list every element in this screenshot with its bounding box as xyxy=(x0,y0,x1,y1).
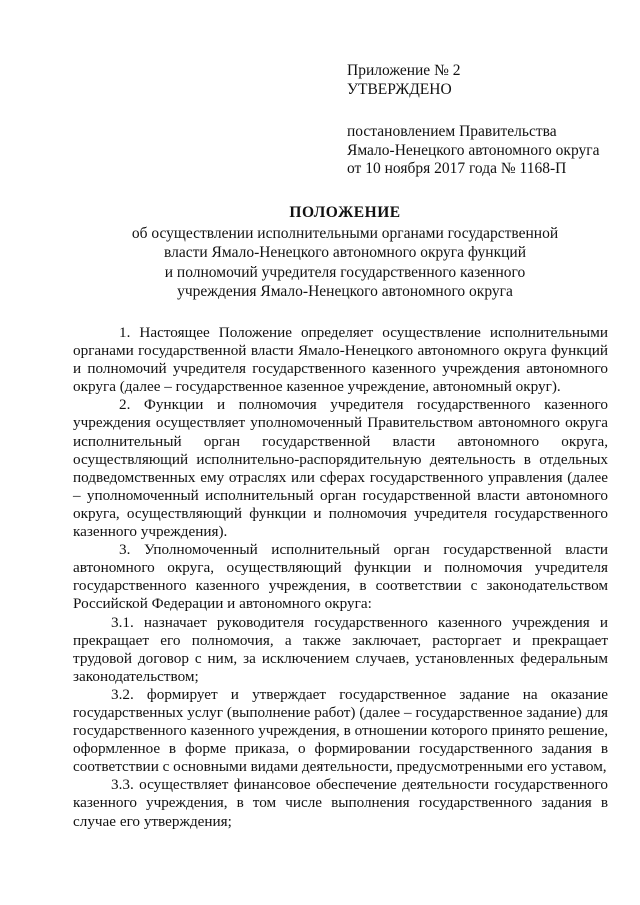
title-line-2: власти Ямало-Ненецкого автономного округа функций xyxy=(163,244,527,261)
paragraph-3-3: 3.3. осуществляет финансовое обеспечение деятельности государственного казенного учреждения, в том числе выполнения государственного задания в случае его утверждения; xyxy=(73,776,608,830)
paragraph-1: 1. Настоящее Положение определяет осуществление исполнительными органами государственной власти Ямало-Ненецкого автономного округа функций и полномочий учредителя государственного казенного учреждения автономного округа (далее – государственное казенное учреждение, автономный округ). xyxy=(73,324,608,396)
annex-header xyxy=(347,62,617,179)
paragraph-2: 2. Функции и полномочия учредителя государственного казенного учреждения осуществляет уполномоченный Правительством автономного округа исполнительный орган государственной власти автономного округа, осуществляющий исполнительно-распорядительную деятельность в отдельных подведомственных ему отраслях или сферах государственного управления (далее – уполномоченный исполнительный орган государственной власти автономного округа, осуществляющий функции и полномочия учредителя государственного казенного учреждения). xyxy=(73,396,608,541)
paragraph-3-2: 3.2. формирует и утверждает государственное задание на оказание государственных услуг (выполнение работ) (далее – государственное задание) для государственного казенного учреждения, в отношении которого принято решение, оформленное в форме приказа, о формировании государственного задания в соответствии с основными видами деятельности, предусмотренными его уставом, xyxy=(73,685,608,776)
title-line-4: учреждения Ямало-Ненецкого автономного округа xyxy=(177,283,513,300)
document-title: ПОЛОЖЕНИЕ xyxy=(289,204,401,221)
paragraph-3: 3. Уполномоченный исполнительный орган государственной власти автономного округа, осуществляющий функции и полномочия учредителя государственного казенного учреждения, в соответствии с законодательством Российской Федерации и автономного округа: xyxy=(73,541,608,613)
decree-line-2: Ямало-Ненецкого автономного округа xyxy=(347,141,600,159)
document-body xyxy=(73,324,608,831)
title-line-3: и полномочий учредителя государственного казенного xyxy=(164,263,526,281)
paragraph-3-1: 3.1. назначает руководителя государственного казенного учреждения и прекращает его полномочия, а также заключает, расторгает и прекращает трудовой договор с ним, за исключением случаев, установленных федеральным законодательством; xyxy=(73,613,608,685)
annex-gap xyxy=(347,99,617,123)
decree-line-3: от 10 ноября 2017 года № 1168-П xyxy=(347,160,567,177)
annex-number: Приложение № 2 xyxy=(347,62,461,79)
approved-stamp: УТВЕРЖДЕНО xyxy=(347,80,452,98)
title-line-1: об осуществлении исполнительными органами государственной xyxy=(131,224,559,242)
document-title-block xyxy=(80,203,610,302)
decree-line-1: постановлением Правительства xyxy=(347,123,557,140)
